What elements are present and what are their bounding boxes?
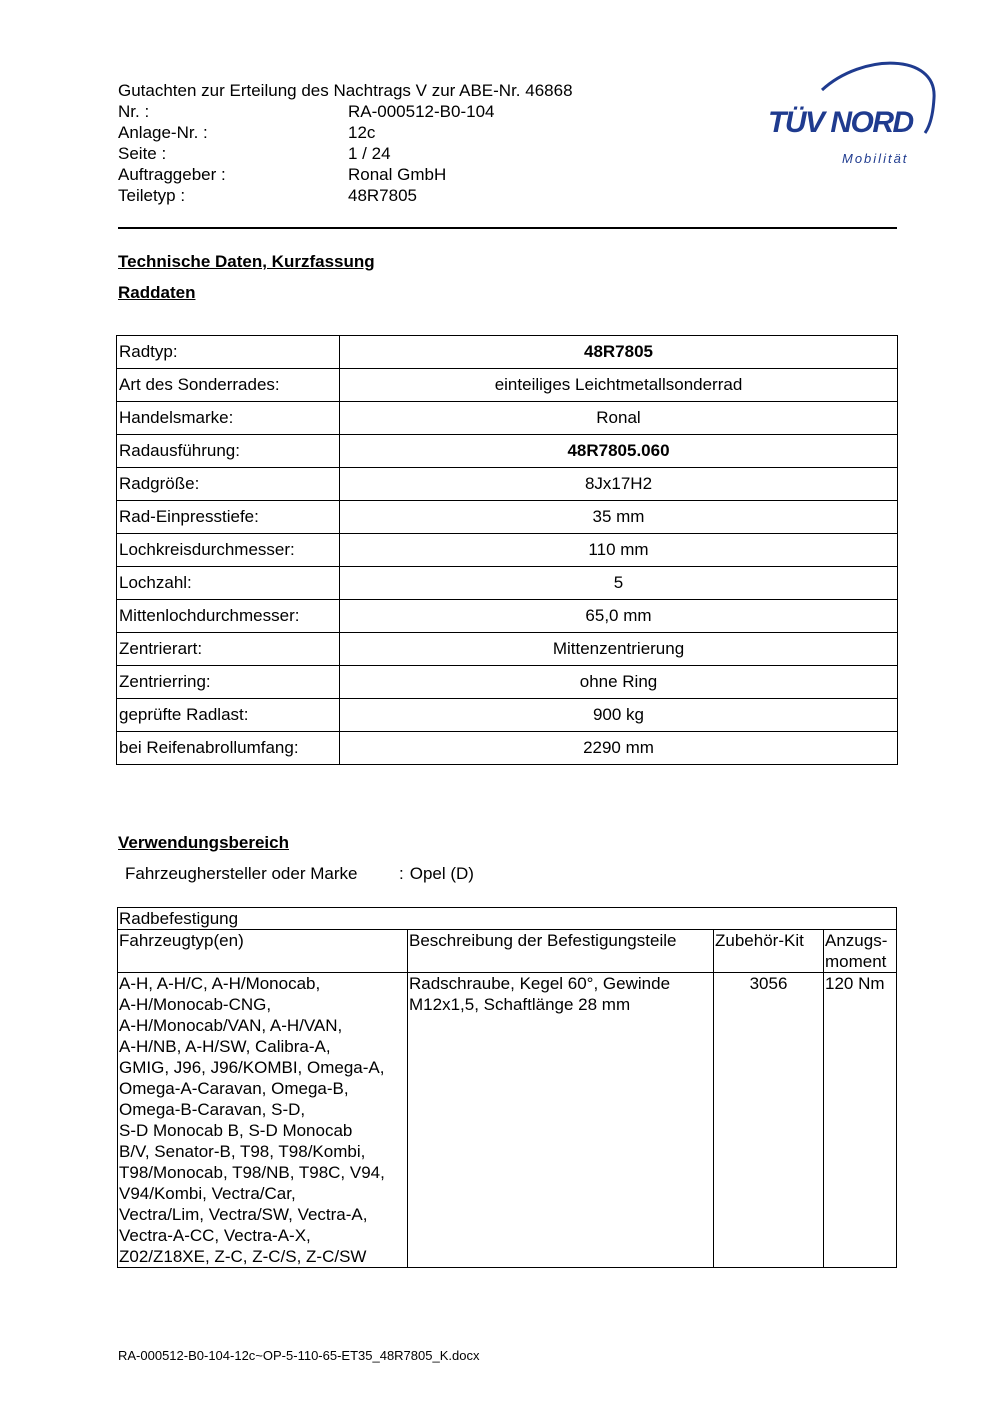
logo-subtitle: Mobilität <box>842 151 909 166</box>
table-row <box>117 435 898 468</box>
section-heading-tech: Technische Daten, Kurzfassung <box>118 252 375 271</box>
row-value: Ronal <box>340 402 898 435</box>
row-value: 5 <box>340 567 898 600</box>
row-label: Zentrierart: <box>117 633 340 666</box>
document-title: Gutachten zur Erteilung des Nachtrags V zur ABE-Nr. 46868 <box>118 81 573 100</box>
cell-moment: 120 Nm <box>824 973 897 1268</box>
text-line: Vectra-A-CC, Vectra-A-X, <box>119 1226 311 1245</box>
text-line: A-H/Monocab/VAN, A-H/VAN, <box>119 1016 343 1035</box>
text-line: V94/Kombi, Vectra/Car, <box>119 1184 296 1203</box>
text-line: Z02/Z18XE, Z-C, Z-C/S, Z-C/SW <box>119 1247 367 1266</box>
table-row <box>118 973 897 1268</box>
header-row-anlage <box>118 122 573 143</box>
header-line: Anzugs- <box>825 931 888 950</box>
table-row <box>117 369 898 402</box>
manufacturer-value: Opel (D) <box>409 864 474 883</box>
table-title: Radbefestigung <box>118 908 897 930</box>
footer-filename: RA-000512-B0-104-12c~OP-5-110-65-ET35_48R7805_K.docx <box>118 1348 480 1363</box>
text-line: A-H/Monocab-CNG, <box>119 995 272 1014</box>
header-value: 12c <box>348 123 376 142</box>
table-row <box>117 501 898 534</box>
header-value: Ronal GmbH <box>348 165 447 184</box>
logo-wordmark: TÜV NORD <box>768 106 913 139</box>
manufacturer-separator: : <box>399 864 404 883</box>
row-value: 48R7805.060 <box>340 435 898 468</box>
row-value: 48R7805 <box>340 336 898 369</box>
row-label: Handelsmarke: <box>117 402 340 435</box>
table-row <box>117 468 898 501</box>
raddaten-table <box>116 335 898 765</box>
text-line: B/V, Senator-B, T98, T98/Kombi, <box>119 1142 366 1161</box>
table-row <box>117 666 898 699</box>
table-row <box>117 402 898 435</box>
header-label: Anlage-Nr. : <box>118 123 208 142</box>
row-value: 900 kg <box>340 699 898 732</box>
manufacturer-line <box>125 864 474 884</box>
row-value: 35 mm <box>340 501 898 534</box>
table-header-row <box>118 930 897 973</box>
row-label: geprüfte Radlast: <box>117 699 340 732</box>
header-divider <box>118 227 897 229</box>
cell-fahrzeugtypen <box>118 973 408 1268</box>
header-row-auftraggeber <box>118 164 573 185</box>
row-value: einteiliges Leichtmetallsonderrad <box>340 369 898 402</box>
header-label: Nr. : <box>118 102 150 121</box>
column-header-kit: Zubehör-Kit <box>714 930 824 973</box>
row-label: bei Reifenabrollumfang: <box>117 732 340 765</box>
row-label: Lochkreisdurchmesser: <box>117 534 340 567</box>
row-label: Art des Sonderrades: <box>117 369 340 402</box>
header-label: Seite : <box>118 144 167 163</box>
row-label: Zentrierring: <box>117 666 340 699</box>
text-line: S-D Monocab B, S-D Monocab <box>119 1121 353 1140</box>
header-label: Auftraggeber : <box>118 165 226 184</box>
cell-beschreibung <box>408 973 714 1268</box>
text-line: GMIG, J96, J96/KOMBI, Omega-A, <box>119 1058 385 1077</box>
table-row <box>117 336 898 369</box>
row-value: ohne Ring <box>340 666 898 699</box>
radbefestigung-table <box>117 907 897 1268</box>
table-row <box>117 567 898 600</box>
text-line: T98/Monocab, T98/NB, T98C, V94, <box>119 1163 385 1182</box>
row-label: Mittenlochdurchmesser: <box>117 600 340 633</box>
table-row <box>117 534 898 567</box>
table-row <box>117 732 898 765</box>
text-line: A-H, A-H/C, A-H/Monocab, <box>119 974 321 993</box>
row-label: Radgröße: <box>117 468 340 501</box>
row-label: Lochzahl: <box>117 567 340 600</box>
header-row-seite <box>118 143 573 164</box>
row-label: Radtyp: <box>117 336 340 369</box>
section-heading-verwendung: Verwendungsbereich <box>118 833 289 852</box>
table-title-row <box>118 908 897 930</box>
row-value: 65,0 mm <box>340 600 898 633</box>
table-row <box>117 600 898 633</box>
text-line: M12x1,5, Schaftlänge 28 mm <box>409 995 631 1014</box>
header-row-nr <box>118 101 573 122</box>
row-value: 2290 mm <box>340 732 898 765</box>
text-line: Omega-A-Caravan, Omega-B, <box>119 1079 349 1098</box>
table-row <box>117 699 898 732</box>
header-line: moment <box>825 952 887 971</box>
column-header-typ: Fahrzeugtyp(en) <box>118 930 408 973</box>
section-heading-raddaten: Raddaten <box>118 283 196 302</box>
column-header-beschreibung: Beschreibung der Befestigungsteile <box>408 930 714 973</box>
header-value: RA-000512-B0-104 <box>348 102 495 121</box>
column-header-moment <box>824 930 897 973</box>
row-value: 8Jx17H2 <box>340 468 898 501</box>
header-row-teiletyp <box>118 185 573 206</box>
cell-kit: 3056 <box>714 973 824 1268</box>
row-value: Mittenzentrierung <box>340 633 898 666</box>
text-line: Radschraube, Kegel 60°, Gewinde <box>409 974 671 993</box>
text-line: Omega-B-Caravan, S-D, <box>119 1100 306 1119</box>
row-value: 110 mm <box>340 534 898 567</box>
text-line: Vectra/Lim, Vectra/SW, Vectra-A, <box>119 1205 368 1224</box>
table-row <box>117 633 898 666</box>
tuv-nord-logo <box>762 58 942 173</box>
header-value: 48R7805 <box>348 186 418 205</box>
header-value: 1 / 24 <box>348 144 391 163</box>
text-line: A-H/NB, A-H/SW, Calibra-A, <box>119 1037 331 1056</box>
document-header <box>118 80 573 206</box>
row-label: Rad-Einpresstiefe: <box>117 501 340 534</box>
row-label: Radausführung: <box>117 435 340 468</box>
header-label: Teiletyp : <box>118 186 186 205</box>
manufacturer-label: Fahrzeughersteller oder Marke <box>125 864 358 883</box>
